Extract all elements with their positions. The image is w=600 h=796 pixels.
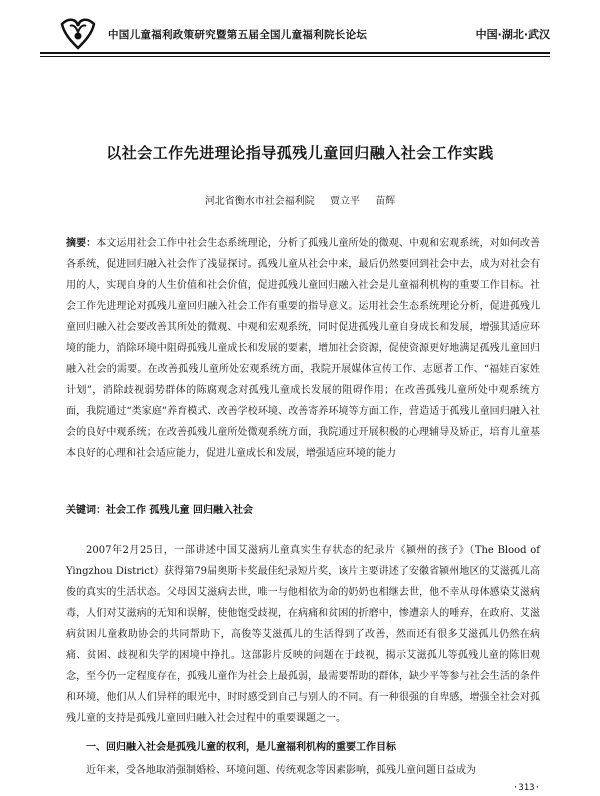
keywords xyxy=(66,501,540,516)
header-rule xyxy=(40,52,550,54)
header-title: 中国儿童福利政策研究暨第五届全国儿童福利院长论坛 xyxy=(108,29,368,41)
author-name: 贾立平 xyxy=(330,196,360,207)
abstract-label: 摘要： xyxy=(66,238,97,249)
body-paragraph: 2007年2月25日，一部讲述中国艾滋病儿童真实生存状态的纪录片《颍州的孩子》（The Blood of Yingzhou District）获得第79届奥斯卡奖最佳纪录短片奖，该片主要讲述了安徽省颍州地区的艾滋孤儿高俊的真实的生活状态。父母因艾滋病去世，唯一与他相依为命的奶奶也相继去世，他不幸从母体感染艾滋病毒，人们对艾滋病的无知和误解，使他饱受歧视，在病痛和贫困的折磨中，惨遭亲人的唾弃，在政府、艾滋病贫困儿童救助协会的共同帮助下，高俊等艾滋孤儿的生活得到了改善，然而还有很多艾滋孤儿仍然在病痛、贫困、歧视和失学的困境中挣扎。这部影片反映的问题在于歧视，揭示艾滋孤儿等孤残儿童的陈旧观念，至今仍一定程度存在，孤残儿童作为社会上最孤弱，最需要帮助的群体，缺少平等参与社会生活的条件和环境，他们从人们异样的眼光中，时时感受到自己与别人的不同。有一种很强的自卑感，增强全社会对孤残儿童的支持是孤残儿童回归融入社会过程中的重要课题之一。 xyxy=(66,545,540,724)
page-number: ·313· xyxy=(512,783,540,793)
article-body xyxy=(66,540,540,729)
forum-logo-icon xyxy=(58,16,98,50)
header-rule-thin xyxy=(40,56,550,57)
abstract-text: 本文运用社会工作中社会生态系统理论，分析了孤残儿童所处的微观、中观和宏观系统，对如何改善各系统，促进回归融入社会作了浅显探讨。孤残儿童从社会中来，最后仍然要回到社会中去，成为对社会有用的人，实现自身的人生价值和社会价值，促进孤残儿童回归融入社会是儿童福利机构的重要工作目标。社会工作先进理论对孤残儿童回归融入社会工作有重要的指导意义。运用社会生态系统理论分析，促进孤残儿童回归融入社会要改善其所处的微观、中观和宏观系统，同时促进孤残儿童自身成长和发展，增强其适应环境的能力，消除环境中阻碍孤残儿童成长和发展的要素，增加社会资源，促使资源更好地满足孤残儿童回归融入社会的需要。在改善孤残儿童所处宏观系统方面，我院开展媒体宣传工作、志愿者工作、“福娃百家姓计划”，消除歧视弱势群体的陈腐观念对孤残儿童成长发展的阻碍作用；在改善孤残儿童所处中观系统方面，我院通过“类家庭”养育模式、改善学校环境、改善寄养环境等方面工作，营造适于孤残儿童回归融入社会的良好中观系统；在改善孤残儿童所处微观系统方面，我院通过开展积极的心理辅导及矫正，培育儿童基本良好的心理和社会适应能力，促进儿童成长和发展，增强适应环境的能力 xyxy=(66,238,541,459)
author-name: 苗辉 xyxy=(375,196,396,207)
keywords-label: 关键词： xyxy=(66,505,106,516)
body-paragraph: 近年来，受各地取消强制婚检、环境问题、传统观念等因素影响，孤残儿童问题日益成为 xyxy=(86,765,476,776)
affiliation: 河北省衡水市社会福利院 xyxy=(204,196,315,207)
author-line xyxy=(0,192,600,207)
article-title: 以社会工作先进理论指导孤残儿童回归融入社会工作实践 xyxy=(106,144,494,162)
abstract xyxy=(66,233,540,464)
keywords-text: 社会工作 孤残儿童 回归融入社会 xyxy=(106,505,253,516)
header-location: 中国·湖北·武汉 xyxy=(475,28,550,41)
section-heading: 一、回归融入社会是孤残儿童的权利，是儿童福利机构的重要工作目标 xyxy=(86,742,396,753)
page-header xyxy=(40,14,550,52)
